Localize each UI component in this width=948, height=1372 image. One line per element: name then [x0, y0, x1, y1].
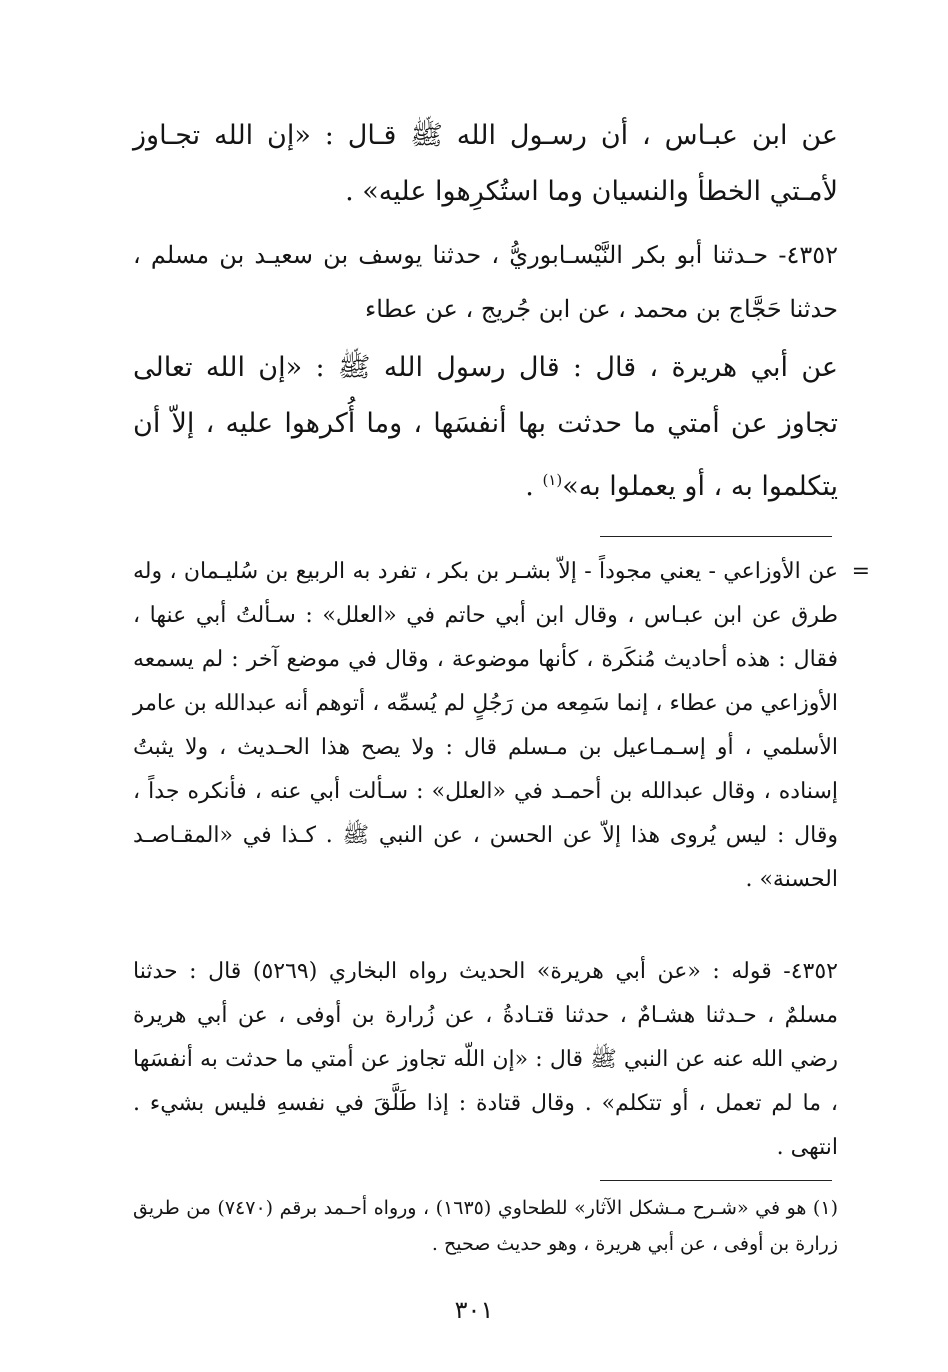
footnote-text: (١) هو في «شـرح مـشكل الآثار» للطحاوي (١٦٣٥) ، ورواه أحـمد برقم (٧٤٧٠) من طريق زرارة بن أوفى ، عن أبي هريرة ، وهو حديث صحيح . [133, 1197, 838, 1255]
hadith-chain-4352 [133, 228, 838, 336]
hadith-paragraph-1 [133, 108, 838, 220]
footnote-divider [600, 536, 832, 537]
sentence-end: . [525, 471, 543, 502]
commentary-text: ٤٣٥٢- قوله : «عن أبي هريرة» الحديث رواه البخاري (٥٢٦٩) قال : حدثنا مسلمٌ ، حـدثنا هشـامٌ ، حدثنا قتـادةُ ، عن زُرارة بن أوفى ، عن أبي هريرة رضي الله عنه عن النبي ﷺ قال : «إن اللّه تجاوز عن أمتي ما حدثت به أنفسَها ، ما لم تعمل ، أو تتكلم» . وقال قتادة : إذا طَلَّقَ في نفسهِ فليس بشيء . انتهى . [133, 959, 838, 1160]
hadith-text [133, 340, 838, 515]
commentary-paragraph-a [133, 550, 838, 902]
continuation-marker: = [851, 559, 870, 584]
hadith-paragraph-3 [133, 340, 838, 515]
hadith-matn: عن أبي هريرة ، قال : قال رسول الله ﷺ : «إن الله تعالى تجاوز عن أمتي ما حدثت بها أنفسَها ، وما أُكرهوا عليه ، إلاّ أن يتكلموا به ، أو يعملوا به» [133, 352, 838, 502]
hadith-text: عن ابن عبـاس ، أن رسـول الله ﷺ قـال : «إن الله تجـاوز لأمـتي الخطأ والنسيان وما استُكرِهوا عليه» . [133, 120, 838, 207]
commentary-paragraph-b [133, 950, 838, 1170]
footnote-reference: (١) [542, 471, 563, 489]
page-number: ٣٠١ [454, 1296, 494, 1324]
footnote-divider [600, 1180, 832, 1181]
footnote-1 [133, 1190, 838, 1262]
isnad-text: ٤٣٥٢- حـدثنا أبو بكر النَّيْسـابوريُّ ، حدثنا يوسف بن سعيـد بن مسلم ، حدثنا حَجَّاج بن محمد ، عن ابن جُريج ، عن عطاء [133, 241, 838, 323]
commentary-text: عن الأوزاعي - يعني مجوداً - إلاّ بشـر بن بكر ، تفرد به الربيع بن سُليـمان ، وله طرق عن ابن عبـاس ، وقال ابن أبي حاتم في «العلل» : سـألتُ أبي عنها ، فقال : هذه أحاديث مُنكَرة ، كأنها موضوعة ، وقال في موضع آخر : لم يسمعه الأوزاعي من عطاء ، إنما سَمِعه من رَجُلٍ لم يُسمِّه ، أتوهم أنه عبدالله بن عامر الأسلمي ، أو إسـمـاعيل بن مـسلم قال : ولا يصح هذا الحـديث ، ولا يثبتُ إسناده ، وقال عبدالله بن أحمـد في «العلل» : سـألت أبي عنه ، فأنكره جداً ، وقال : ليس يُروى هذا إلاّ عن الحسن ، عن النبي ﷺ . كـذا في «المقـاصـد الحسنة» . [133, 559, 838, 892]
